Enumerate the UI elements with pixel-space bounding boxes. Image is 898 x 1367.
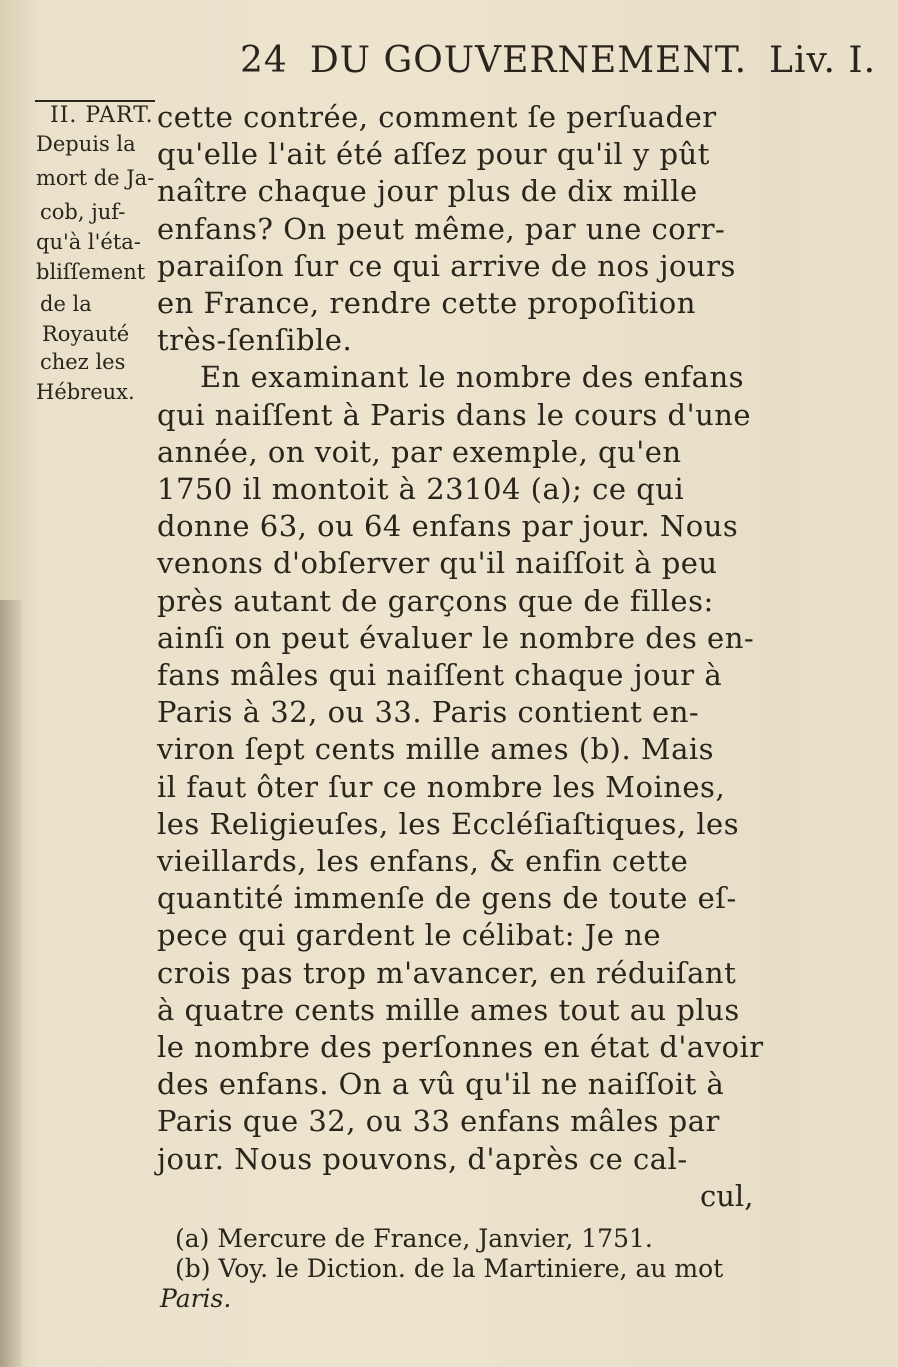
body-line: cette contrée, comment ſe perſuader	[157, 100, 717, 134]
book-label: Liv. I.	[769, 40, 877, 81]
body-line: des enfans. On a vû qu'il ne naiſſoit à	[157, 1067, 725, 1102]
footnote-line: (a) Mercure de France, Janvier, 1751.	[175, 1224, 653, 1253]
footnote-line: (b) Voy. le Diction. de la Martiniere, au mot	[175, 1254, 724, 1283]
margin-note-line: cob, juf-	[40, 200, 126, 224]
body-line: paraiſon ſur ce qui arrive de nos jours	[157, 248, 736, 283]
body-line: enfans? On peut même, par une corr-	[157, 211, 726, 246]
margin-note-line: chez les	[40, 350, 126, 374]
body-line: quantité immenſe de gens de toute eſ-	[157, 881, 737, 916]
body-line: en France, rendre cette propoſition	[157, 286, 696, 320]
body-line: crois pas trop m'avancer, en réduiſant	[157, 955, 737, 990]
body-line: les Religieuſes, les Eccléſiaſtiques, les	[157, 806, 740, 841]
footnote-line: Paris.	[160, 1284, 232, 1313]
body-line: Paris que 32, ou 33 enfans mâles par	[157, 1104, 720, 1139]
page-edge-shadow	[0, 600, 22, 1367]
margin-part-label: II. PART.	[50, 103, 154, 128]
body-line: année, on voit, par exemple, qu'en	[157, 434, 682, 469]
margin-note-line: Hébreux.	[36, 380, 135, 404]
body-line: qu'elle l'ait été aſſez pour qu'il y pût	[157, 137, 710, 172]
body-line: viron ſept cents mille ames (b). Mais	[157, 732, 715, 767]
body-line: Paris à 32, ou 33. Paris contient en-	[157, 695, 700, 730]
body-line: venons d'obſerver qu'il naiſſoit à peu	[157, 546, 718, 581]
body-line: vieillards, les enfans, & enfin cette	[157, 844, 689, 878]
body-line: très-ſenſible.	[157, 323, 353, 358]
margin-note-line: Royauté	[42, 322, 130, 346]
body-line: qui naiſſent à Paris dans le cours d'une	[157, 397, 752, 432]
body-line: naître chaque jour plus de dix mille	[157, 174, 698, 209]
body-line: donne 63, ou 64 enfans par jour. Nous	[157, 509, 739, 544]
page-number: 24	[240, 40, 288, 81]
catchword: cul,	[700, 1178, 754, 1213]
body-line: fans mâles qui naiſſent chaque jour à	[157, 658, 723, 692]
margin-note-line: qu'à l'éta-	[36, 230, 141, 254]
margin-note-line: de la	[40, 292, 92, 316]
body-line: le nombre des perſonnes en état d'avoir	[157, 1030, 764, 1064]
body-line: ainſi on peut évaluer le nombre des en-	[157, 620, 755, 655]
body-line: à quatre cents mille ames tout au plus	[157, 992, 740, 1027]
body-line: 1750 il montoit à 23104 (a); ce qui	[157, 472, 685, 506]
margin-note-line: Depuis la	[36, 132, 136, 156]
body-line: pece qui gardent le célibat: Je ne	[157, 918, 662, 953]
body-line: près autant de garçons que de filles:	[157, 583, 714, 618]
running-title: DU GOUVERNEMENT.	[309, 40, 748, 81]
body-line: il faut ôter ſur ce nombre les Moines,	[157, 769, 726, 804]
margin-note-line: mort de Ja-	[36, 166, 155, 190]
body-line: jour. Nous pouvons, d'après ce cal-	[157, 1141, 688, 1176]
margin-rule	[35, 100, 155, 102]
body-line: En examinant le nombre des enfans	[200, 360, 745, 395]
margin-note-line: bliſſement	[36, 260, 146, 284]
running-header	[240, 40, 898, 81]
